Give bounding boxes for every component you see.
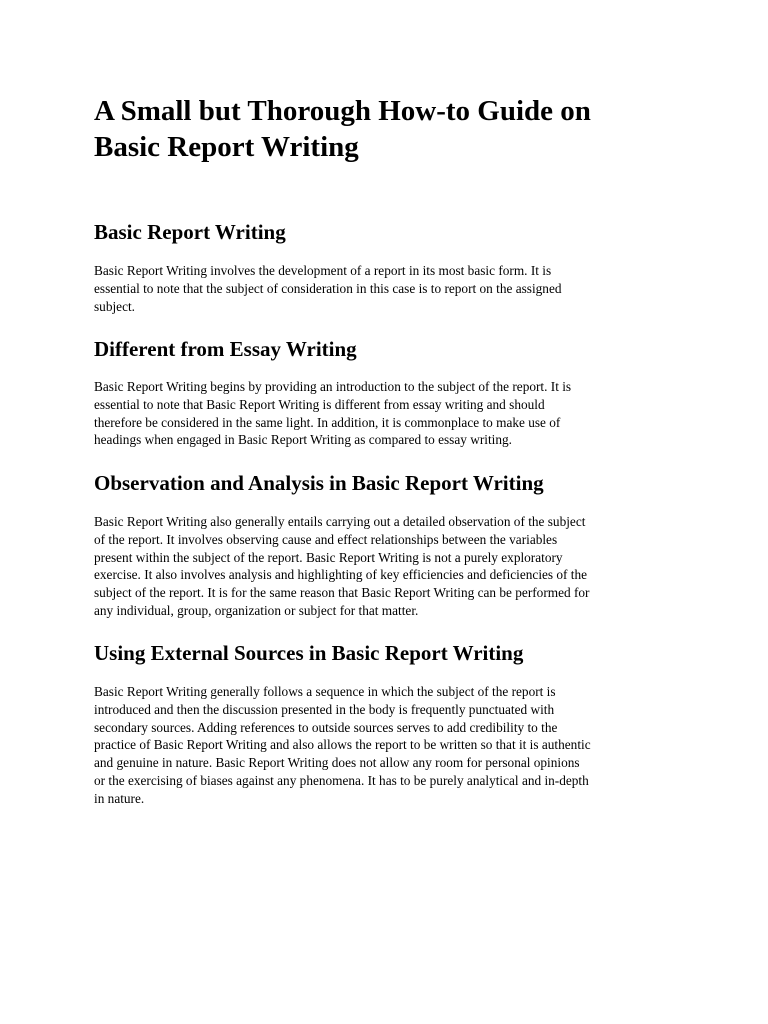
section-heading-using-external-sources: Using External Sources in Basic Report Writing	[94, 641, 524, 665]
body-line: and genuine in nature. Basic Report Writing does not allow any room for personal opinions	[94, 755, 580, 771]
document-title	[94, 93, 678, 165]
body-line: any individual, group, organization or subject for that matter.	[94, 602, 419, 618]
body-line: Basic Report Writing also generally entails carrying out a detailed observation of the subject	[94, 514, 586, 529]
body-line: Basic Report Writing begins by providing an introduction to the subject of the report. It is	[94, 379, 572, 394]
body-line: Basic Report Writing involves the development of a report in its most basic form. It is	[94, 263, 552, 278]
body-line: essential to note that the subject of consideration in this case is to report on the assigned	[94, 280, 562, 296]
title-line: Basic Report Writing	[94, 131, 359, 163]
body-line: therefore be considered in the same light. In addition, it is commonplace to make use of	[94, 414, 561, 430]
body-line: introduced and then the discussion presented in the body is frequently punctuated with	[94, 701, 555, 717]
body-line: subject.	[94, 298, 135, 314]
section-heading-different-from-essay-writing: Different from Essay Writing	[94, 337, 357, 361]
body-line: of the report. It involves observing cause and effect relationships between the variables	[94, 531, 558, 547]
body-line: subject of the report. It is for the same reason that Basic Report Writing can be performed for	[94, 585, 590, 601]
body-line: present within the subject of the report. Basic Report Writing is not a purely exploratory	[94, 549, 563, 565]
body-line: practice of Basic Report Writing and also allows the report to be written so that it is authentic	[94, 737, 591, 753]
body-line: exercise. It also involves analysis and highlighting of key efficiencies and deficiencies of the	[94, 567, 588, 583]
section-heading-basic-report-writing: Basic Report Writing	[94, 220, 286, 244]
section-body-using-external-sources	[94, 683, 678, 808]
title-line: A Small but Thorough How-to Guide on	[94, 95, 591, 127]
section-body-observation-and-analysis	[94, 513, 678, 620]
body-line: secondary sources. Adding references to outside sources serves to add credibility to the	[94, 719, 558, 735]
body-line: headings when engaged in Basic Report Writing as compared to essay writing.	[94, 432, 512, 448]
body-line: essential to note that Basic Report Writing is different from essay writing and should	[94, 396, 545, 412]
section-heading-observation-and-analysis: Observation and Analysis in Basic Report Writing	[94, 471, 544, 495]
section-body-basic-report-writing	[94, 262, 678, 315]
body-line: Basic Report Writing generally follows a sequence in which the subject of the report is	[94, 684, 556, 699]
body-line: or the exercising of biases against any phenomena. It has to be purely analytical and in-depth	[94, 772, 589, 788]
section-body-different-from-essay-writing	[94, 378, 678, 449]
body-line: in nature.	[94, 790, 145, 806]
